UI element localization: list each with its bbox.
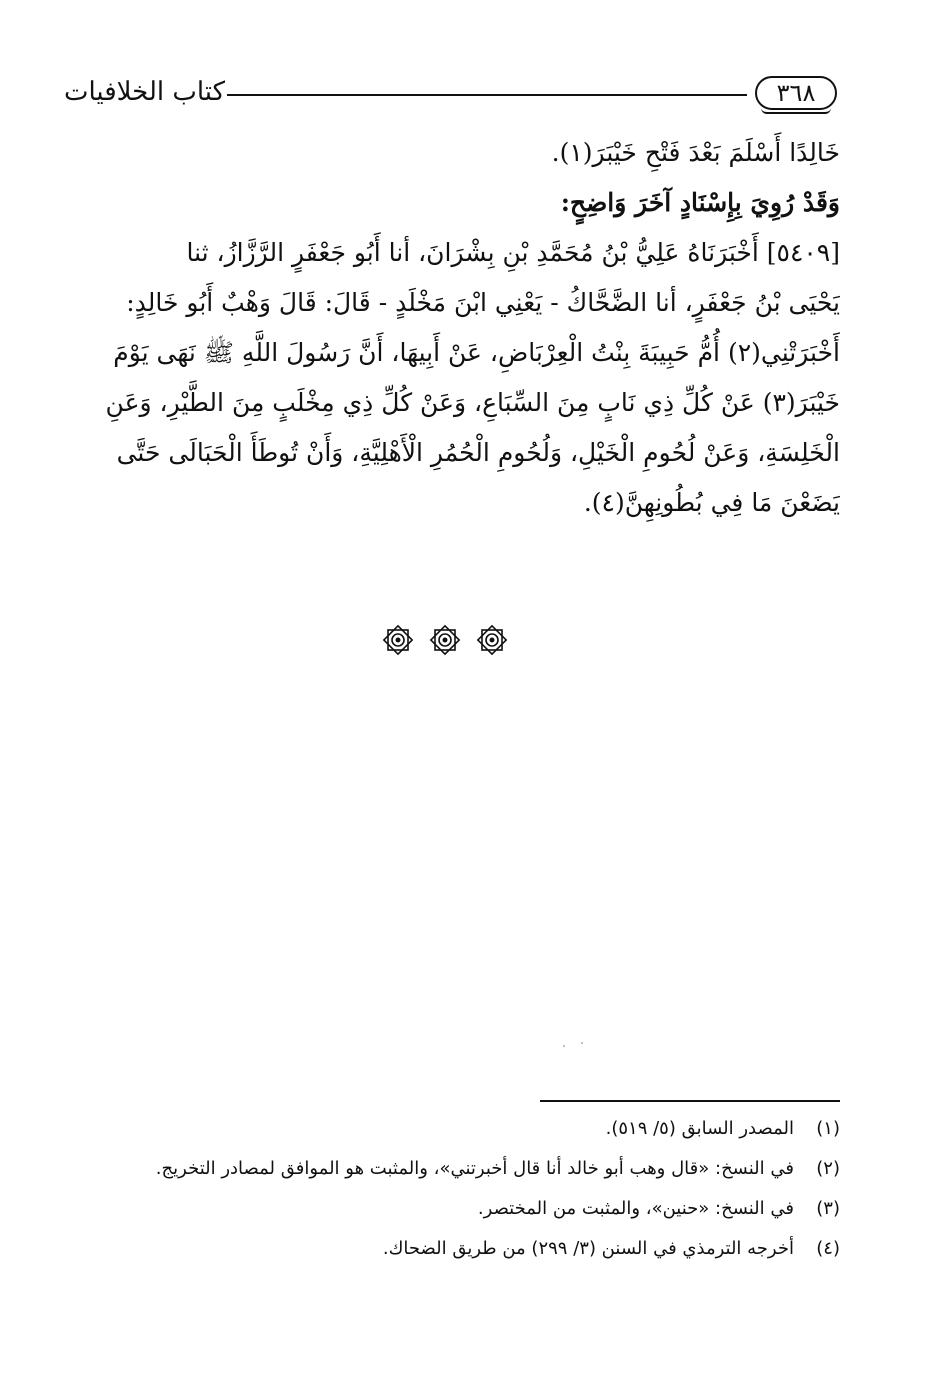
- page-header: [63, 70, 840, 120]
- footnote-text: أخرجه الترمذي في السنن (٣/ ٢٩٩) من طريق الضحاك.: [382, 1238, 794, 1259]
- text-line: يَضَعْنَ مَا فِي بُطُونِهِنَّ(٤).: [583, 488, 840, 517]
- footnote-number: (٤): [816, 1238, 840, 1259]
- flower-ornament-icon: [474, 622, 510, 658]
- section-heading: وَقَدْ رُوِيَ بِإِسْنَادٍ آخَرَ وَاضِحٍ:: [560, 188, 840, 217]
- footnote: [95, 1118, 840, 1158]
- book-title: كتاب الخلافيات: [63, 77, 225, 107]
- footnote-number: (٢): [816, 1158, 840, 1179]
- footnote: [95, 1238, 840, 1278]
- scan-specks: [560, 1040, 590, 1050]
- text-line: [٥٤٠٩] أَخْبَرَنَاهُ عَلِيُّ بْنُ مُحَمَّدِ بْنِ بِشْرَانَ، أنا أَبُو جَعْفَرٍ الرَّزَّازُ، ثنا: [186, 238, 840, 267]
- flower-ornament-icon: [427, 622, 463, 658]
- header-rule: [227, 94, 747, 96]
- footnote: [95, 1198, 840, 1238]
- main-text: [95, 128, 840, 528]
- footnote-text: في النسخ: «قال وهب أبو خالد أنا قال أخبرتني»، والمثبت هو الموافق لمصادر التخريج.: [155, 1158, 794, 1179]
- page-number: ٣٦٨: [776, 79, 816, 107]
- flower-ornament-icon: [380, 622, 416, 658]
- text-line: خَالِدًا أَسْلَمَ بَعْدَ فَتْحِ خَيْبَرَ(١).: [551, 138, 840, 167]
- text-line: الْخَلِسَةِ، وَعَنْ لُحُومِ الْخَيْلِ، وَلُحُومِ الْحُمُرِ الْأَهْلِيَّةِ، وَأَنْ تُوطَأَ الْحَبَالَى حَتَّى: [116, 438, 840, 467]
- footnote-number: (٣): [816, 1198, 840, 1219]
- footnotes: [95, 1118, 840, 1278]
- text-line: أَخْبَرَتْنِي(٢) أُمُّ حَبِيبَةَ بِنْتُ الْعِرْبَاضِ، عَنْ أَبِيهَا، أَنَّ رَسُولَ اللَّهِ ﷺ نَهَى يَوْمَ: [113, 338, 840, 367]
- section-divider: [380, 618, 510, 662]
- footnote: [95, 1158, 840, 1198]
- page-number-badge: [755, 76, 837, 110]
- footnote-text: في النسخ: «حنين»، والمثبت من المختصر.: [477, 1198, 794, 1219]
- footnote-number: (١): [816, 1118, 840, 1139]
- text-line: يَحْيَى بْنُ جَعْفَرٍ، أنا الضَّحَّاكُ - يَعْنِي ابْنَ مَخْلَدٍ - قَالَ: قَالَ وَهْبٌ أَبُو خَالِدٍ:: [126, 288, 840, 317]
- footnote-separator: [540, 1100, 840, 1102]
- footnote-text: المصدر السابق (٥/ ٥١٩).: [605, 1118, 794, 1139]
- text-line: خَيْبَرَ(٣) عَنْ كُلِّ ذِي نَابٍ مِنَ السِّبَاعِ، وَعَنْ كُلِّ ذِي مِخْلَبٍ مِنَ الطَّيْرِ، وَعَنِ: [105, 388, 840, 417]
